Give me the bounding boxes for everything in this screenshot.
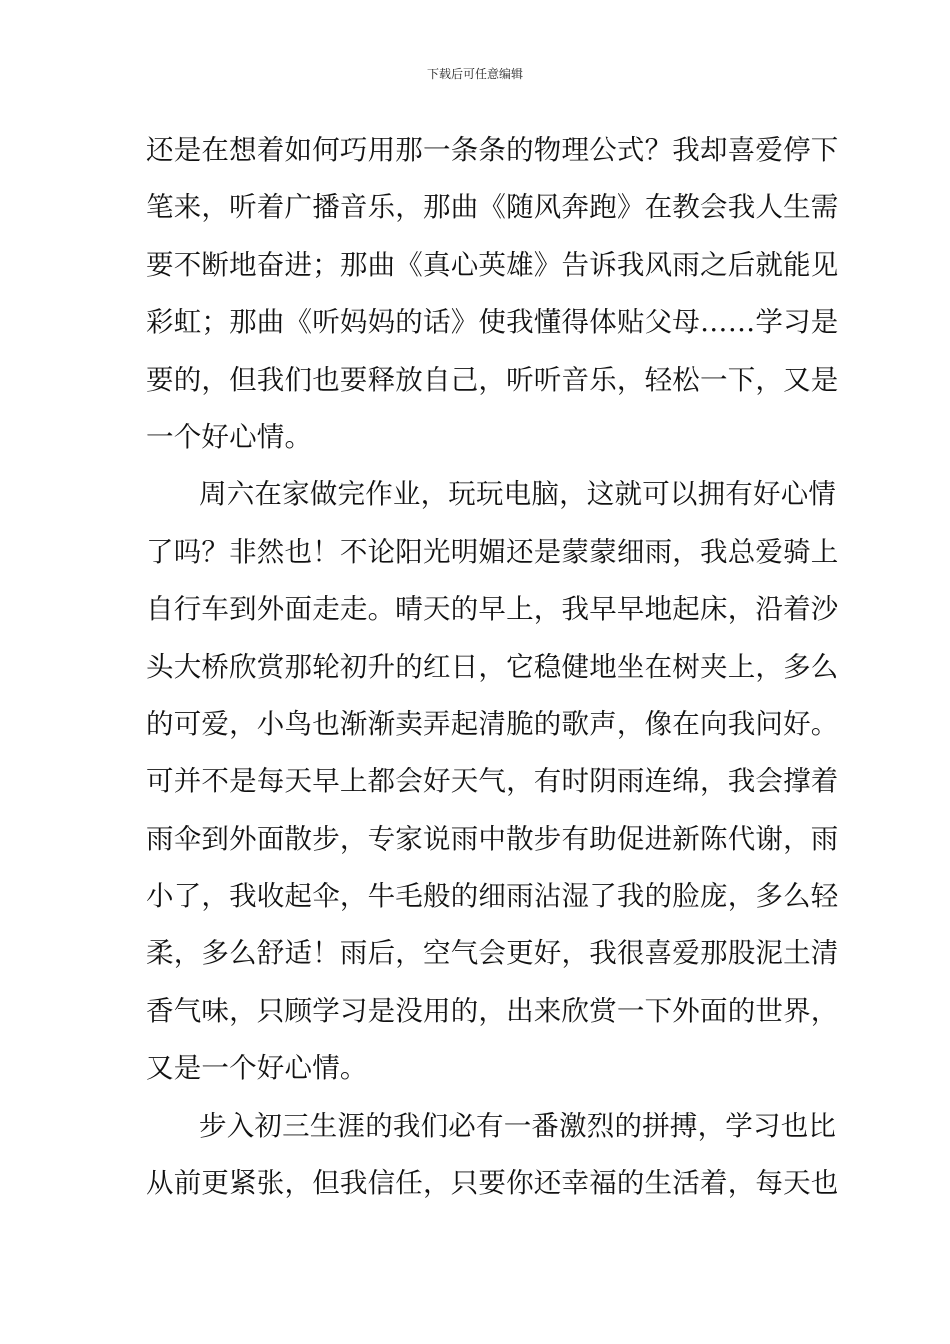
text-line: 又是一个好心情。 [146, 1052, 368, 1085]
text-line: 的可爱，小鸟也渐渐卖弄起清脆的歌声，像在向我问好。 [146, 707, 839, 740]
text-line: 还是在想着如何巧用那一条条的物理公式？我却喜爱停下 [146, 134, 839, 166]
document-body [146, 122, 839, 1212]
text-line: 要不断地奋进；那曲《真心英雄》告诉我风雨之后就能见 [146, 248, 839, 281]
text-line: 香气味，只顾学习是没用的，出来欣赏一下外面的世界， [146, 994, 839, 1027]
text-line: 从前更紧张，但我信任，只要你还幸福的生活着，每天也 [146, 1167, 839, 1200]
text-line: 了吗？非然也！不论阳光明媚还是蒙蒙细雨，我总爱骑上 [146, 535, 839, 568]
text-line: 要的，但我们也要释放自己，听听音乐，轻松一下，又是 [146, 363, 839, 396]
text-line: 小了，我收起伞，牛毛般的细雨沾湿了我的脸庞，多么轻 [146, 880, 839, 913]
text-line: 可并不是每天早上都会好天气，有时阴雨连绵，我会撑着 [146, 765, 839, 798]
text-line: 自行车到外面走走。晴天的早上，我早早地起床，沿着沙 [146, 593, 839, 626]
text-line: 柔，多么舒适！雨后，空气会更好，我很喜爱那股泥土清 [146, 937, 839, 970]
text-line: 一个好心情。 [146, 420, 313, 453]
text-line: 头大桥欣赏那轮初升的红日，它稳健地坐在树夹上，多么 [146, 650, 839, 683]
text-line: 彩虹；那曲《听妈妈的话》使我懂得体贴父母……学习是 [146, 306, 839, 339]
page-header: 下载后可任意编辑 [426, 67, 523, 81]
paragraph-first-line: 步入初三生涯的我们必有一番激烈的拼搏，学习也比 [199, 1109, 837, 1142]
paragraph-first-line: 周六在家做完作业，玩玩电脑，这就可以拥有好心情 [199, 478, 837, 511]
text-line: 雨伞到外面散步，专家说雨中散步有助促进新陈代谢，雨 [146, 822, 839, 855]
text-line: 笔来，听着广播音乐，那曲《随风奔跑》在教会我人生需 [146, 191, 839, 224]
